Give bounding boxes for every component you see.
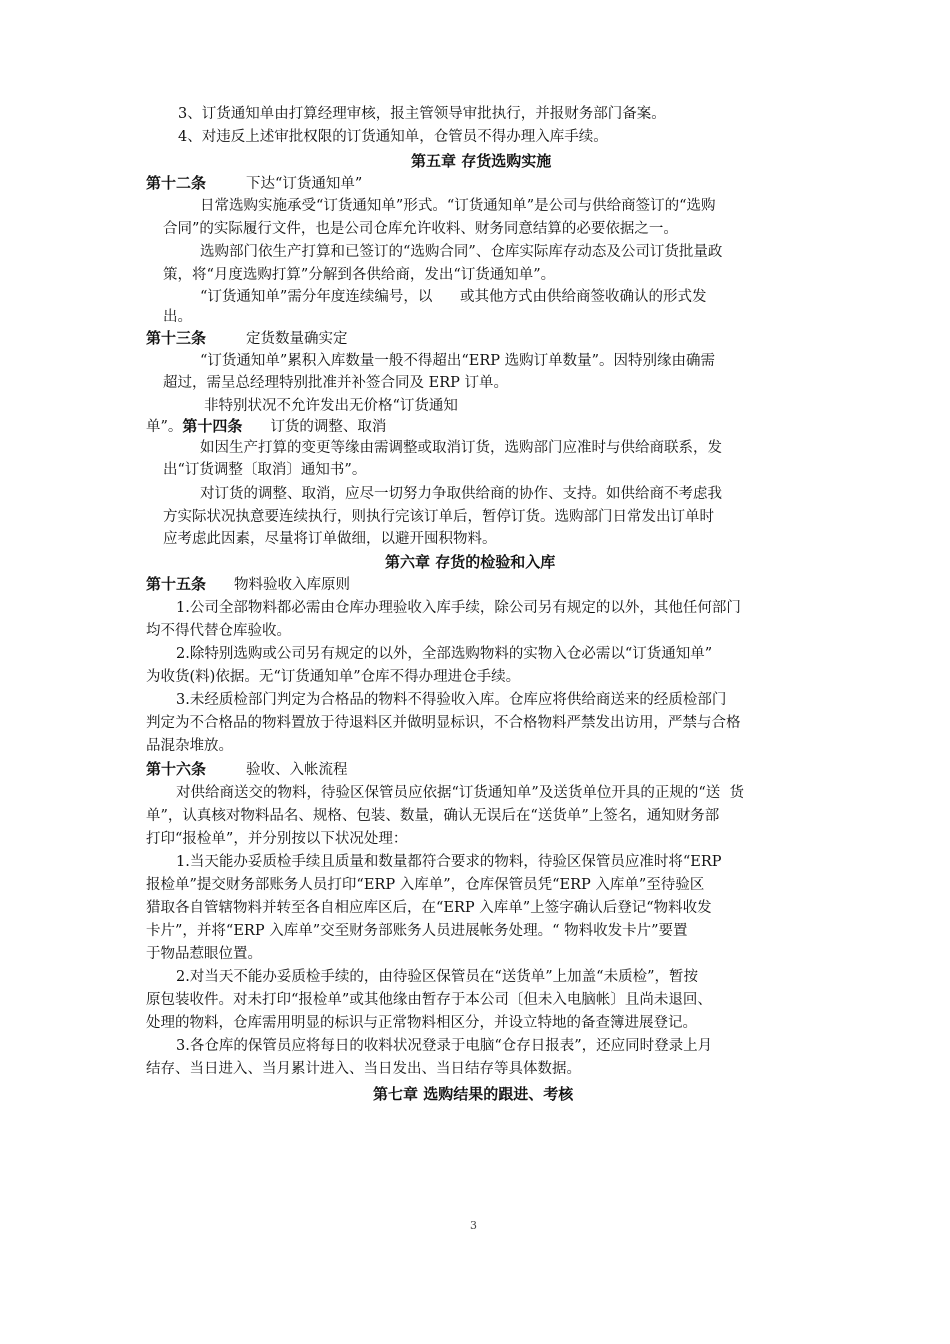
page-number: 3 <box>470 1219 477 1232</box>
paragraph-line: 2.对当天不能办妥质检手续的，由待验区保管员在“送货单”上加盖“未质检”，暂按 <box>176 969 698 985</box>
article-heading <box>146 173 362 195</box>
paragraph-line: 合同”的实际履行文件，也是公司仓库允许收料、财务同意结算的必要依据之一。 <box>163 221 678 237</box>
paragraph-line: 2.除特别选购或公司另有规定的以外，全部选购物料的实物入仓必需以“订货通知单” <box>176 646 713 662</box>
paragraph-line: 1.当天能办妥质检手续且质量和数量都符合要求的物料，待验区保管员应准时将“ERP <box>176 854 722 870</box>
paragraph-line: 3、订货通知单由打算经理审核，报主管领导审批执行，并报财务部门备案。 <box>178 106 666 122</box>
article-heading <box>146 328 348 350</box>
chapter-heading: 第五章 存货选购实施 <box>411 152 552 170</box>
paragraph-line: 3.未经质检部门判定为合格品的物料不得验收入库。仓库应将供给商送来的经质检部门 <box>176 692 727 708</box>
article-label: 第十四条 <box>182 417 243 435</box>
paragraph-line: 方实际状况执意要连续执行，则执行完该订单后，暂停订货。选购部门日常发出订单时 <box>163 509 714 525</box>
paragraph-line: 日常选购实施承受“订货通知单”形式。“订货通知单”是公司与供给商签订的“选购 <box>200 198 716 214</box>
article-heading <box>146 759 348 781</box>
paragraph-line: 超过，需呈总经理特别批准并补签合同及 ERP 订单。 <box>163 375 508 391</box>
paragraph-line: 为收货(料)依据。无“订货通知单”仓库不得办理进仓手续。 <box>146 669 521 685</box>
paragraph-line: 非特别状况不允许发出无价格“订货通知 <box>204 398 458 414</box>
paragraph-line: “订货通知单”累积入库数量一般不得超出“ERP 选购订单数量”。因特别缘由确需 <box>200 353 716 369</box>
chapter-heading: 第七章 选购结果的跟进、考核 <box>373 1085 574 1103</box>
paragraph-line: 打印“报检单”，并分别按以下状况处理： <box>146 831 408 847</box>
paragraph-line: 品混杂堆放。 <box>146 738 233 754</box>
paragraph-line: 如因生产打算的变更等缘由需调整或取消订货，选购部门应准时与供给商联系，发 <box>200 440 722 456</box>
chapter-heading: 第六章 存货的检验和入库 <box>385 553 556 571</box>
paragraph-line: 对订货的调整、取消，应尽一切努力争取供给商的协作、支持。如供给商不考虑我 <box>200 486 722 502</box>
article-title: 验收、入帐流程 <box>246 762 348 778</box>
article-heading <box>146 574 350 596</box>
paragraph-line: 均不得代替仓库验收。 <box>146 623 291 639</box>
article-title: 订货的调整、取消 <box>270 419 387 435</box>
paragraph-line: 1.公司全部物料都必需由仓库办理验收入库手续，除公司另有规定的以外，其他任何部门 <box>176 600 741 616</box>
article-label: 第十二条 <box>146 174 207 192</box>
paragraph-line: 原包装收件。对未打印“报检单”或其他缘由暂存于本公司〔但未入电脑帐〕且尚未退回、 <box>146 992 712 1008</box>
paragraph-line: 3.各仓库的保管员应将每日的收料状况登录于电脑“仓存日报表”，还应同时登录上月 <box>176 1038 713 1054</box>
paragraph-line: 卡片”，并将“ERP 入库单”交至财务部账务人员进展帐务处理。“ 物料收发卡片”要置 <box>146 923 688 939</box>
paragraph-line: 对供给商送交的物料，待验区保管员应依据“订货通知单”及送货单位开具的正规的“送 货 <box>176 785 744 801</box>
paragraph-line: 出“订货调整〔取消〕通知书”。 <box>163 462 367 478</box>
paragraph-line: 猎取各自管辖物料并转至各自相应库区后，在“ERP 入库单”上签字确认后登记“物料收发 <box>146 900 712 916</box>
paragraph-line: 于物品惹眼位置。 <box>146 946 262 962</box>
article-heading <box>146 416 386 438</box>
paragraph-line: “订货通知单”需分年度连续编号，以 或其他方式由供给商签收确认的形式发 <box>200 289 707 305</box>
paragraph-line: 选购部门依生产打算和已签订的“选购合同”、仓库实际库存动态及公司订货批量政 <box>200 244 723 260</box>
paragraph-line: 策，将“月度选购打算”分解到各供给商，发出“订货通知单”。 <box>163 267 556 283</box>
article-title: 下达“订货通知单” <box>246 176 363 192</box>
paragraph-line: 应考虑此因素，尽量将订单做细，以避开囤积物料。 <box>163 531 497 547</box>
article-label: 第十六条 <box>146 760 207 778</box>
article-label: 第十三条 <box>146 329 207 347</box>
paragraph-line: 结存、当日进入、当月累计进入、当日发出、当日结存等具体数据。 <box>146 1061 581 1077</box>
paragraph-line: 单”，认真核对物料品名、规格、包装、数量，确认无误后在“送货单”上签名，通知财务部 <box>146 808 720 824</box>
paragraph-line: 报检单”提交财务部账务人员打印“ERP 入库单”，仓库保管员凭“ERP 入库单”至待验区 <box>146 877 705 893</box>
paragraph-line: 出。 <box>163 309 192 325</box>
paragraph-line: 单”。 <box>146 419 183 435</box>
article-title: 定货数量确实定 <box>246 331 348 347</box>
article-title: 物料验收入库原则 <box>234 577 351 593</box>
paragraph-line: 4、对违反上述审批权限的订货通知单，仓管员不得办理入库手续。 <box>178 129 608 145</box>
article-label: 第十五条 <box>146 575 207 593</box>
paragraph-line: 判定为不合格品的物料置放于待退料区并做明显标识，不合格物料严禁发出访用，严禁与合格 <box>146 715 741 731</box>
paragraph-line: 处理的物料，仓库需用明显的标识与正常物料相区分，并设立特地的备查簿进展登记。 <box>146 1015 697 1031</box>
